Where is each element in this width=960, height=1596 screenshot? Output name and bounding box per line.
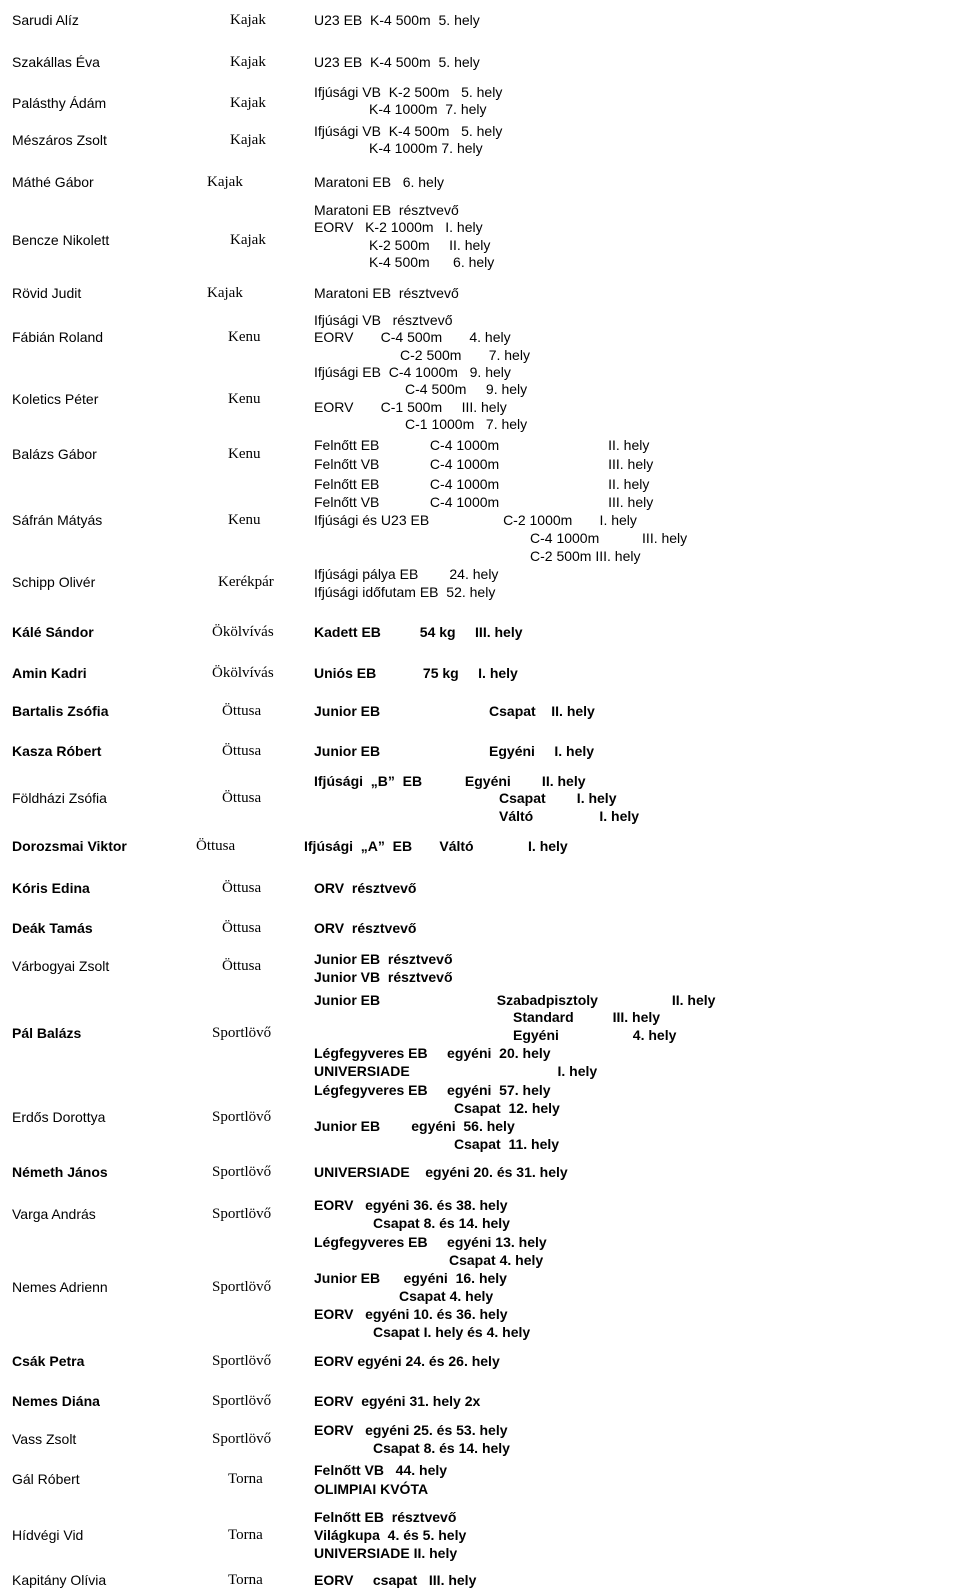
- result-line: Maratoni EB résztvevő: [314, 202, 459, 218]
- result-line: Csapat 11. hely: [454, 1136, 560, 1152]
- result-line: Csapat 8. és 14. hely: [373, 1215, 510, 1231]
- result-line: Ifjúsági „A” EB Váltó I. hely: [304, 838, 568, 854]
- athlete-name: Mészáros Zsolt: [12, 132, 107, 148]
- sport-label: Öttusa: [196, 838, 236, 854]
- sport-label: Sportlövő: [212, 1353, 272, 1369]
- result-line: EORV egyéni 25. és 53. hely: [314, 1422, 508, 1438]
- sport-label: Sportlövő: [212, 1431, 272, 1447]
- sport-label: Sportlövő: [212, 1279, 272, 1295]
- sport-label: Öttusa: [222, 958, 262, 974]
- result-line: U23 EB K-4 500m 5. hely: [314, 54, 480, 70]
- result-line: EORV C-1 500m III. hely: [314, 399, 507, 415]
- sport-label: Kajak: [230, 54, 266, 70]
- sport-label: Sportlövő: [212, 1025, 272, 1041]
- sport-label: Ökölvívás: [212, 665, 274, 681]
- sport-label: Sportlövő: [212, 1164, 272, 1180]
- athlete-name: Varga András: [12, 1206, 96, 1222]
- athlete-name: Sáfrán Mátyás: [12, 512, 103, 528]
- sport-label: Kenu: [228, 391, 261, 407]
- athlete-name: Nemes Diána: [12, 1393, 100, 1409]
- result-line: Ifjúsági és U23 EB C-2 1000m I. hely: [314, 512, 637, 528]
- sport-label: Torna: [228, 1527, 263, 1543]
- athlete-name: Kálé Sándor: [12, 624, 94, 640]
- result-line: Csapat 4. hely: [399, 1288, 494, 1304]
- athlete-name: Erdős Dorottya: [12, 1109, 106, 1125]
- result-line: Légfegyveres EB egyéni 57. hely: [314, 1082, 551, 1098]
- athlete-name: Máthé Gábor: [12, 174, 94, 190]
- result-line: EORV egyéni 24. és 26. hely: [314, 1353, 500, 1369]
- result-line: EORV C-4 500m 4. hely: [314, 329, 511, 345]
- result-line: Junior VB résztvevő: [314, 969, 453, 985]
- result-line: EORV csapat III. hely: [314, 1572, 477, 1588]
- result-line: Junior EB Szabadpisztoly II. hely: [314, 992, 716, 1008]
- sport-label: Kajak: [230, 95, 266, 111]
- result-line: Váltó I. hely: [499, 808, 640, 824]
- sport-label: Kenu: [228, 512, 261, 528]
- athlete-name: Vass Zsolt: [12, 1431, 77, 1447]
- athlete-name: Bencze Nikolett: [12, 232, 110, 248]
- result-line: Egyéni 4. hely: [513, 1027, 677, 1043]
- result-line: K-2 500m II. hely: [369, 237, 491, 253]
- result-line: EORV egyéni 31. hely 2x: [314, 1393, 481, 1409]
- result-line: UNIVERSIADE II. hely: [314, 1545, 458, 1561]
- result-line: Junior EB egyéni 16. hely: [314, 1270, 507, 1286]
- athlete-name: Várbogyai Zsolt: [12, 958, 110, 974]
- result-line: C-2 500m 7. hely: [400, 347, 530, 363]
- result-line: Ifjúsági időfutam EB 52. hely: [314, 584, 496, 600]
- result-line: Junior EB egyéni 56. hely: [314, 1118, 515, 1134]
- result-line: Ifjúsági EB C-4 1000m 9. hely: [314, 364, 511, 380]
- result-line: C-4 1000m III. hely: [530, 530, 688, 546]
- athlete-name: Fábián Roland: [12, 329, 104, 345]
- result-line: K-4 1000m 7. hely: [369, 140, 483, 156]
- result-line: Ifjúsági „B” EB Egyéni II. hely: [314, 773, 586, 789]
- result-line: Felnőtt VB C-4 1000m III. hely: [314, 494, 654, 510]
- result-line: K-4 1000m 7. hely: [369, 101, 487, 117]
- athlete-name: Palásthy Ádám: [12, 95, 107, 111]
- result-line: ORV résztvevő: [314, 880, 417, 896]
- athlete-name: Kasza Róbert: [12, 743, 102, 759]
- result-line: K-4 500m 6. hely: [369, 254, 495, 270]
- result-line: EORV K-2 1000m I. hely: [314, 219, 483, 235]
- athlete-name: Gál Róbert: [12, 1471, 80, 1487]
- athlete-name: Sarudi Alíz: [12, 12, 79, 28]
- result-line: Junior EB Csapat II. hely: [314, 703, 595, 719]
- athlete-name: Csák Petra: [12, 1353, 85, 1369]
- sport-label: Öttusa: [222, 703, 262, 719]
- sport-label: Öttusa: [222, 920, 262, 936]
- result-line: C-4 500m 9. hely: [405, 381, 528, 397]
- result-line: Felnőtt VB C-4 1000m III. hely: [314, 456, 654, 472]
- result-line: OLIMPIAI KVÓTA: [314, 1481, 429, 1497]
- result-line: Légfegyveres EB egyéni 20. hely: [314, 1045, 551, 1061]
- sport-label: Kajak: [230, 12, 266, 28]
- athlete-name: Balázs Gábor: [12, 446, 97, 462]
- athlete-name: Kóris Edina: [12, 880, 90, 896]
- sport-label: Öttusa: [222, 790, 262, 806]
- athlete-name: Nemes Adrienn: [12, 1279, 108, 1295]
- sport-label: Öttusa: [222, 743, 262, 759]
- result-line: Csapat 8. és 14. hely: [373, 1440, 510, 1456]
- sport-label: Kenu: [228, 446, 261, 462]
- sport-label: Kajak: [230, 132, 266, 148]
- result-line: Kadett EB 54 kg III. hely: [314, 624, 523, 640]
- result-line: UNIVERSIADE egyéni 20. és 31. hely: [314, 1164, 568, 1180]
- result-line: Felnőtt EB C-4 1000m II. hely: [314, 437, 650, 453]
- result-line: ORV résztvevő: [314, 920, 417, 936]
- result-line: Felnőtt VB 44. hely: [314, 1462, 448, 1478]
- sport-label: Kajak: [207, 174, 243, 190]
- result-line: Ifjúsági pálya EB 24. hely: [314, 566, 499, 582]
- result-line: Csapat 12. hely: [454, 1100, 560, 1116]
- result-line: Csapat 4. hely: [449, 1252, 544, 1268]
- result-line: Standard III. hely: [513, 1009, 661, 1025]
- sport-label: Sportlövő: [212, 1393, 272, 1409]
- athlete-name: Rövid Judit: [12, 285, 82, 301]
- sport-label: Kerékpár: [218, 574, 274, 590]
- result-line: EORV egyéni 10. és 36. hely: [314, 1306, 508, 1322]
- sport-label: Kenu: [228, 329, 261, 345]
- result-line: Világkupa 4. és 5. hely: [314, 1527, 467, 1543]
- sport-label: Kajak: [230, 232, 266, 248]
- athlete-name: Amin Kadri: [12, 665, 87, 681]
- result-line: Felnőtt EB C-4 1000m II. hely: [314, 476, 650, 492]
- sport-label: Torna: [228, 1572, 263, 1588]
- sport-label: Sportlövő: [212, 1109, 272, 1125]
- result-line: C-2 500m III. hely: [530, 548, 641, 564]
- result-line: Maratoni EB 6. hely: [314, 174, 444, 190]
- athlete-name: Deák Tamás: [12, 920, 93, 936]
- athlete-name: Bartalis Zsófia: [12, 703, 109, 719]
- result-line: Ifjúsági VB K-4 500m 5. hely: [314, 123, 503, 139]
- result-line: Légfegyveres EB egyéni 13. hely: [314, 1234, 547, 1250]
- result-line: Ifjúsági VB résztvevő: [314, 312, 453, 328]
- sport-label: Kajak: [207, 285, 243, 301]
- sport-label: Torna: [228, 1471, 263, 1487]
- result-line: U23 EB K-4 500m 5. hely: [314, 12, 480, 28]
- result-line: UNIVERSIADE I. hely: [314, 1063, 598, 1079]
- athlete-name: Kapitány Olívia: [12, 1572, 107, 1588]
- athlete-name: Földházi Zsófia: [12, 790, 107, 806]
- result-line: Maratoni EB résztvevő: [314, 285, 459, 301]
- result-line: Uniós EB 75 kg I. hely: [314, 665, 518, 681]
- athlete-name: Németh János: [12, 1164, 108, 1180]
- athlete-name: Koletics Péter: [12, 391, 99, 407]
- result-line: Felnőtt EB résztvevő: [314, 1509, 457, 1525]
- athlete-name: Szakállas Éva: [12, 54, 100, 70]
- result-line: Junior EB Egyéni I. hely: [314, 743, 595, 759]
- result-line: Csapat I. hely: [499, 790, 617, 806]
- sport-label: Öttusa: [222, 880, 262, 896]
- result-line: Junior EB résztvevő: [314, 951, 453, 967]
- result-line: Ifjúsági VB K-2 500m 5. hely: [314, 84, 503, 100]
- result-line: Csapat I. hely és 4. hely: [373, 1324, 531, 1340]
- athlete-name: Schipp Olivér: [12, 574, 96, 590]
- result-line: C-1 1000m 7. hely: [405, 416, 528, 432]
- sport-label: Ökölvívás: [212, 624, 274, 640]
- athlete-name: Dorozsmai Viktor: [12, 838, 127, 854]
- sport-label: Sportlövő: [212, 1206, 272, 1222]
- result-line: EORV egyéni 36. és 38. hely: [314, 1197, 508, 1213]
- athlete-name: Pál Balázs: [12, 1025, 82, 1041]
- athlete-name: Hídvégi Vid: [12, 1527, 84, 1543]
